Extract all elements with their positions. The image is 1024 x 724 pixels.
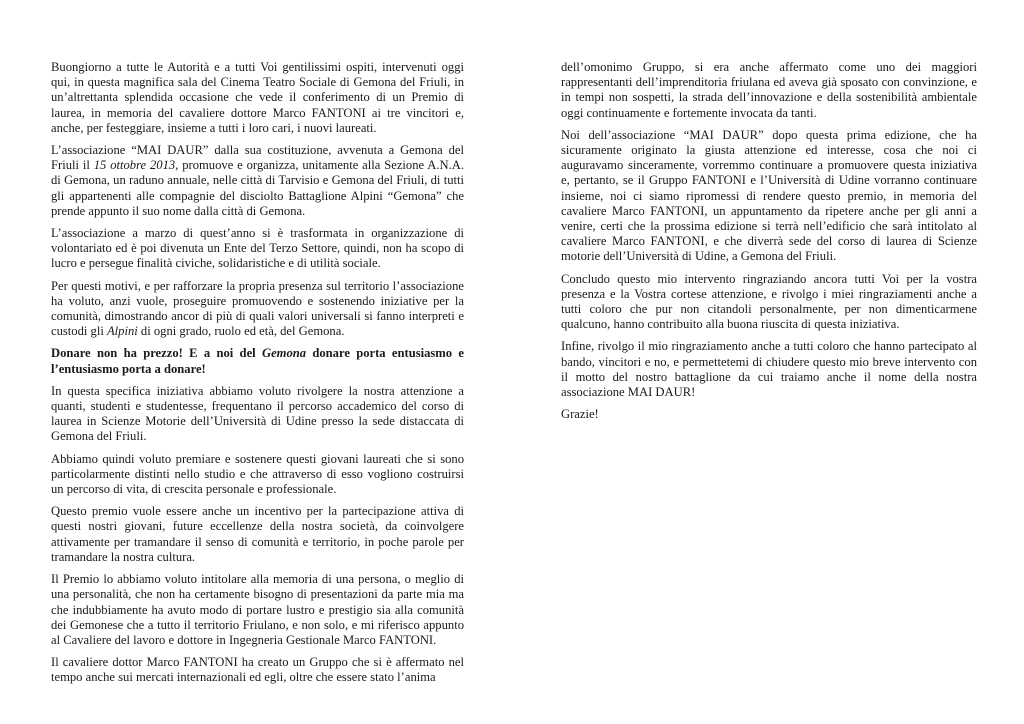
gemona-word: Gemona	[261, 346, 307, 361]
paragraph-motto-donate	[51, 346, 464, 376]
paragraph-initiative: In questa specifica iniziativa abbiamo voluto rivolgere la nostra attenzione a quanti, studenti e studentesse, frequentano il percorso accademico del corso di laurea in Scienze Motorie dell’Università di Udine presso la sede distaccata di Gemona del Friuli.	[51, 383, 464, 444]
text-run: Donare non ha prezzo! E a noi del	[51, 346, 262, 361]
paragraph-fantoni-continued: dell’omonimo Gruppo, si era anche affermato come uno dei maggiori rappresentanti dell’imprenditoria friulana ed aveva già sposato con convinzione, e in tempi non sospetti, la strada dell’innovazione e della sostenibilità ambientale oggi continuamente e fortemente invocata da tanti.	[561, 60, 977, 120]
paragraph-incentive: Questo premio vuole essere anche un incentivo per la partecipazione attiva di questi nostri giovani, future eccellenze della nostra società, da coinvolgere attivamente per tramandare il senso di comunità e territorio, in poche parole per tramandare la nostra cultura.	[51, 504, 464, 564]
paragraph-transformation: L’associazione a marzo di quest’anno si è trasformata in organizzazione di volontariato ed è poi divenuta un Ente del Terzo Settore, quindi, non ha scopo di lucro e persegue finalità civiche, solidaristiche e di utilità sociale.	[51, 226, 464, 271]
paragraph-fantoni-group: Il cavaliere dottor Marco FANTONI ha creato un Gruppo che si è affermato nel tempo anche sui mercati internazionali ed egli, oltre che essere stato l’anima	[51, 655, 464, 685]
paragraph-association-history	[51, 143, 464, 219]
text-run: , promuove e organizza, unitamente alla Sezione A.N.A. di Gemona, un raduno annuale, nelle città di Tarvisio e Gemona del Friuli, di tutti gli appartenenti alle compagnie del disciolto Battaglione Alpini “Gemona” che prende appunto il suo nome dalla città di Gemona.	[51, 158, 465, 218]
paragraph-thanks: Concludo questo mio intervento ringraziando ancora tutti Voi per la vostra presenza e la Vostra cortese attenzione, e rivolgo i miei ringraziamenti anche a tutti coloro che pur non citandoli personalmente, per non dimenticarmene qualcuno, hanno contribuito alla buona riuscita di questa iniziativa.	[561, 271, 977, 332]
founding-date: 15 ottobre 2013	[93, 158, 176, 173]
paragraph-greeting: Buongiorno a tutte le Autorità e a tutti Voi gentilissimi ospiti, intervenuti oggi qui, in questa magnifica sala del Cinema Teatro Sociale di Gemona del Friuli, in un’altrettanta splendida occasione che vede il conferimento di un Premio di laurea, in memoria del cavaliere dottore Marco FANTONI ai tre vincitori e, anche, per festeggiare, insieme a tutti i loro cari, i nuovi laureati.	[51, 60, 464, 135]
alpini-word: Alpini	[106, 324, 138, 339]
text-run: L’associazione “MAI DAUR” dalla sua costituzione, avvenuta a Gemona del Friuli il	[51, 143, 464, 173]
paragraph-reward: Abbiamo quindi voluto premiare e sostenere questi giovani laureati che si sono particolarmente distinti nello studio e che attraverso di esso vogliono costruirsi un percorso di vita, di crescita personale e professionale.	[51, 451, 464, 497]
text-run: di ogni grado, ruolo ed età, del Gemona.	[137, 324, 345, 339]
text-run: donare porta entusiasmo e l’entusiasmo porta a donare!	[51, 346, 464, 376]
paragraph-closing: Infine, rivolgo il mio ringraziamento anche a tutti coloro che hanno partecipato al bando, vincitori e no, e permettetemi di chiudere questo mio breve intervento con il motto del nostro battaglione da cui traiamo anche il nome della nostra associazione MAI DAUR!	[561, 339, 977, 400]
paragraph-motives	[51, 279, 464, 340]
paragraph-dedication: Il Premio lo abbiamo voluto intitolare alla memoria di una persona, o meglio di una personalità, che non ha certamente bisogno di presentazioni da parte mia ma che indubbiamente ha avuto modo di portare lustro e prestigio sia alla comunità dei Gemonese che a tutto il territorio Friulano, e non solo, e mi riferisco appunto al Cavaliere del lavoro e dottore in Ingegneria Gestionale Marco FANTONI.	[51, 572, 464, 647]
text-run: Per questi motivi, e per rafforzare la propria presenza sul territorio l’associazione ha voluto, anzi vuole, proseguire promuovendo e sostenendo iniziative per la comunità, dimostrando ancor di più di quali valori universali si fanno interpreti e custodi gli	[51, 278, 464, 339]
paragraph-future-editions: Noi dell’associazione “MAI DAUR” dopo questa prima edizione, che ha sicuramente originato la giusta attenzione ed interesse, cosa che noi ci auguravamo sinceramente, vorremmo continuare a promuovere questa iniziativa e, pertanto, se il Gruppo FANTONI e l’Università di Udine vorranno continuare insieme, noi ci siamo ripromessi di rendere questo premio, in memoria del cavaliere Marco FANTONI, un appuntamento da ripetere anche per gli anni a venire, certi che la prossima edizione si terrà nell’edificio che sarà intitolato al cavaliere Marco FANTONI, e che diverrà sede del corso di laurea di Scienze motorie dell’Università di Udine, a Gemona del Friuli.	[561, 127, 977, 264]
left-column	[51, 60, 464, 693]
right-column	[561, 60, 977, 429]
paragraph-grazie: Grazie!	[561, 407, 599, 422]
